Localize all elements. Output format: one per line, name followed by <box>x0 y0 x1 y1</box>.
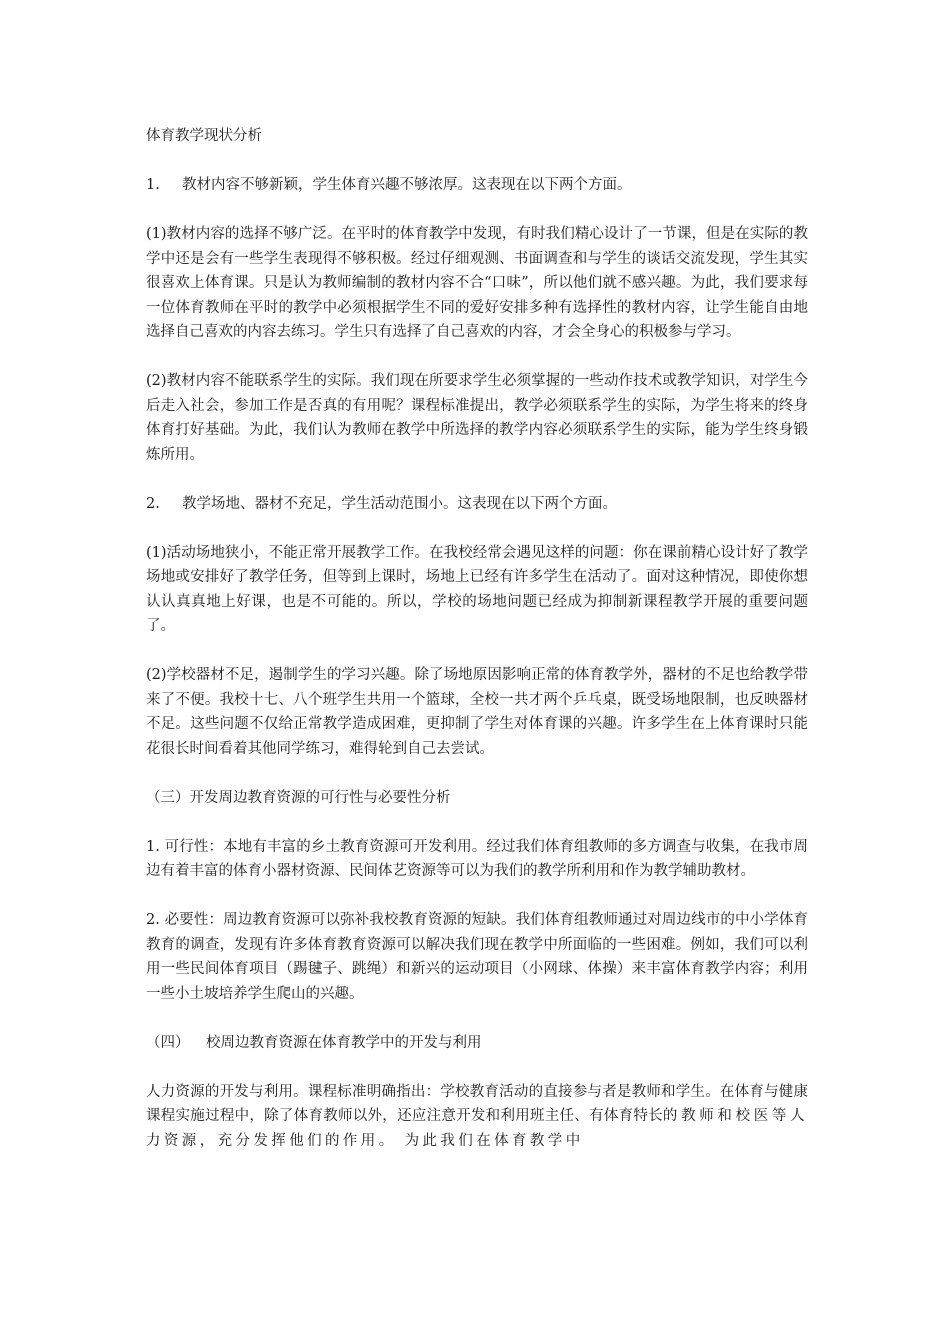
section-heading-text: 教材内容不够新颖，学生体育兴趣不够浓厚。这表现在以下两个方面。 <box>182 177 632 193</box>
paragraph-text: 人力资源的开发与利用。课程标准明确指出：学校教育活动的直接参与者是教师和学生。在体育与健康课程实施过程中，除了体育教师以外，还应注意开发和利用班主任、有体育特长 <box>146 1083 808 1124</box>
section-heading-1 <box>146 173 808 198</box>
section-heading-text: 校周边教育资源在体育教学中的开发与利用 <box>206 1034 482 1051</box>
section-number: 2. <box>146 495 160 512</box>
paragraph-text-spaced: 的教师和校医等人力资源，充分发挥他们的作用。 为此我们在体育教学中 <box>146 1108 809 1149</box>
section-heading-4 <box>146 1031 808 1056</box>
paragraph: (1)教材内容的选择不够广泛。在平时的体育教学中发现，有时我们精心设计了一节课，但是在实际的教学中还是会有一些学生表现得不够积极。经过仔细观测、书面调查和与学生的谈话交流发现，学生其实很喜欢上体育课。只是认为教师编制的教材内容不合“口味”，所以他们就不感兴趣。为此，我们要求每一位体育教师在平时的教学中必须根据学生不同的爱好安排多种有选择性的教材内容，让学生能自由地选择自己喜欢的内容去练习。学生只有选择了自己喜欢的内容，才会全身心的积极参与学习。 <box>146 226 808 340</box>
paragraph: (2)学校器材不足，遏制学生的学习兴趣。除了场地原因影响正常的体育教学外，器材的不足也给教学带来了不便。我校十七、八个班学生共用一个篮球，全校一共才两个乒乓桌，既受场地限制，也反映器材不足。这些问题不仅给正常教学造成困难，更抑制了学生对体育课的兴趣。许多学生在上体育课时只能花很长时间看着其他同学练习，难得轮到自己去尝试。 <box>146 667 808 757</box>
paragraph: (1)活动场地狭小，不能正常开展教学工作。在我校经常会遇见这样的问题：你在课前精心设计好了教学场地或安排好了教学任务，但等到上课时，场地上已经有许多学生在活动了。面对这种情况，即使你想认认真真地上好课，也是不可能的。所以，学校的场地问题已经成为抑制新课程教学开展的重要问题了。 <box>146 544 808 634</box>
section-heading-2 <box>146 492 808 517</box>
document-body <box>146 124 808 1153</box>
section-heading-text: 教学场地、器材不充足，学生活动范围小。这表现在以下两个方面。 <box>182 495 617 512</box>
paragraph <box>146 1080 808 1154</box>
section-heading-3: （三）开发周边教育资源的可行性与必要性分析 <box>146 789 451 806</box>
paragraph: 1. 可行性：本地有丰富的乡土教育资源可开发利用。经过我们体育组教师的多方调查与收集，在我市周边有着丰富的体育小器材资源、民间体艺资源等可以为我们的教学所利用和作为教学辅助教材。 <box>146 838 808 879</box>
paragraph: (2)教材内容不能联系学生的实际。我们现在所要求学生必须掌握的一些动作技术或教学知识，对学生今后走入社会，参加工作是否真的有用呢？课程标准提出，教学必须联系学生的实际，为学生将来的终身体育打好基础。为此，我们认为教师在教学中所选择的教学内容必须联系学生的实际，能为学生终身锻炼所用。 <box>146 373 808 463</box>
paragraph: 2. 必要性：周边教育资源可以弥补我校教育资源的短缺。我们体育组教师通过对周边线市的中小学体育教育的调查，发现有许多体育教育资源可以解决我们现在教学中所面临的一些困难。例如，我们可以利用一些民间体育项目（踢毽子、跳绳）和新兴的运动项目（小网球、体操）来丰富体育教学内容；利用一些小土坡培养学生爬山的兴趣。 <box>146 912 808 1002</box>
document-title: 体育教学现状分析 <box>146 128 262 144</box>
section-number: 1. <box>146 177 160 193</box>
section-number: （四） <box>146 1034 190 1051</box>
